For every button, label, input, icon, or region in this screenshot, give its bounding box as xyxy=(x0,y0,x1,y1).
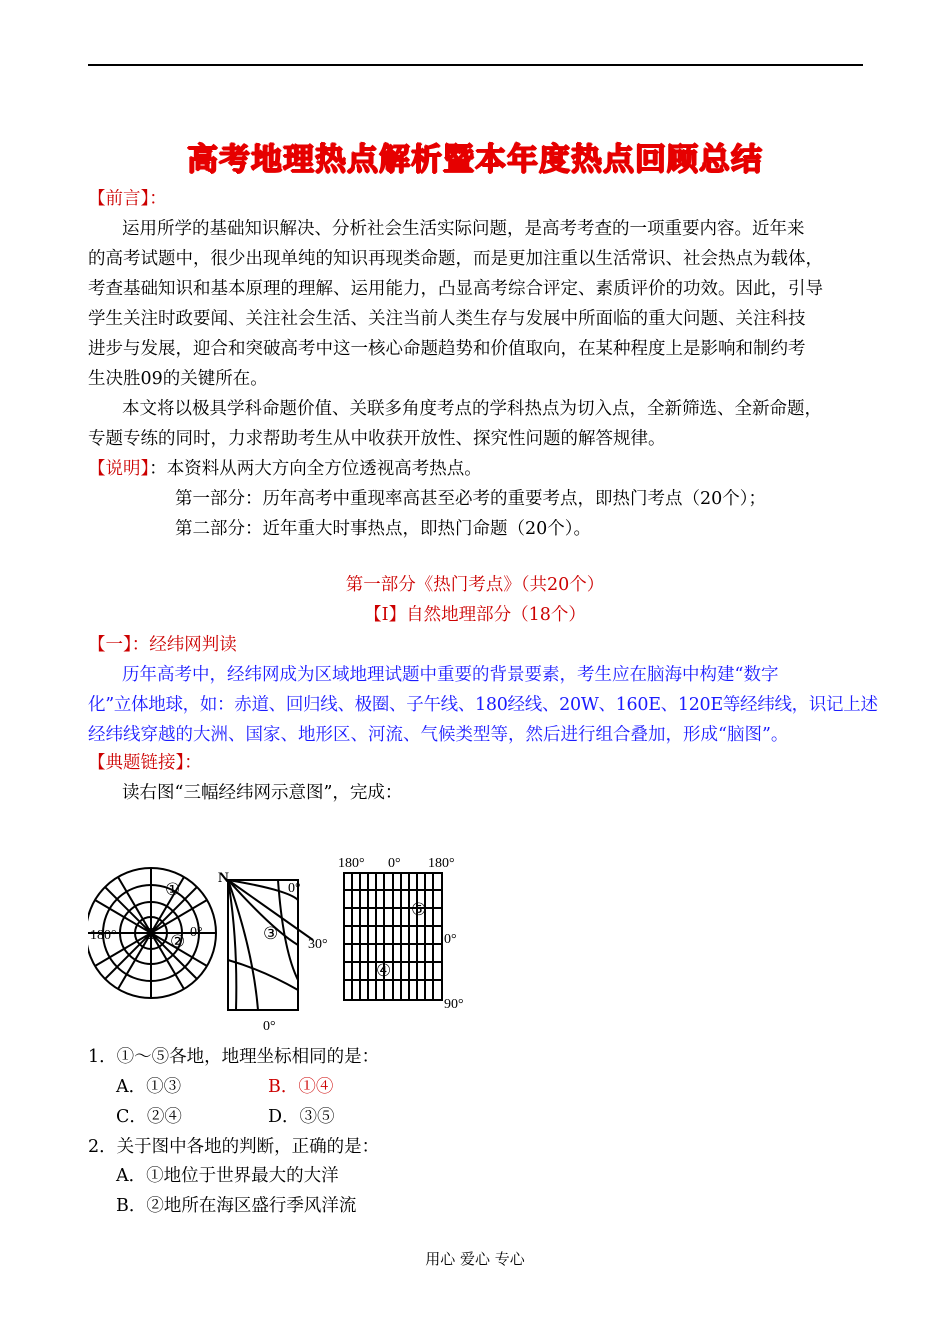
question-2-stem: 2．关于图中各地的判断，正确的是： xyxy=(88,1137,380,1157)
note-text: ：本资料从两大方向全方位透视高考热点。 xyxy=(149,459,482,479)
question-1-option-a: A．①③ xyxy=(116,1077,182,1097)
preface-tag: 【前言】： xyxy=(88,189,167,209)
question-1-stem: 1．①～⑤各地，地理坐标相同的是： xyxy=(88,1047,380,1067)
header-rule xyxy=(88,64,863,66)
question-2-option-b: B．②地所在海区盛行季风洋流 xyxy=(116,1196,357,1216)
preface-p2-line-2: 专题专练的同时，力求帮助考生从中收获开放性、探究性问题的解答规律。 xyxy=(88,429,666,449)
question-2-option-a: A．①地位于世界最大的大洋 xyxy=(116,1166,339,1186)
map-2-corner-label: N xyxy=(218,870,229,886)
preface-line-2: 的高考试题中，很少出现单纯的知识再现类命题，而是更加注重以生活常识、社会热点为载体， xyxy=(88,249,823,269)
map-1-right-label: 0° xyxy=(190,925,203,940)
note-tag: 【说明】 xyxy=(88,459,150,479)
page-footer: 用心 爱心 专心 xyxy=(425,1250,525,1268)
preface-line-6: 生决胜09的关键所在。 xyxy=(88,369,268,389)
map-3-bottom-label: 90° xyxy=(444,997,464,1012)
topic-tag: 【一】：经纬网判读 xyxy=(88,635,237,655)
map-2-point-3: ③ xyxy=(263,924,279,943)
topic-line-1: 历年高考中，经纬网成为区域地理试题中重要的背景要素，考生应在脑海中构建“数字 xyxy=(122,665,779,685)
map-3-grid xyxy=(344,873,442,1000)
map-2-top-label: 0° xyxy=(288,881,301,896)
preface-line-4: 学生关注时政要闻、关注社会生活、关注当前人类生存与发展中所面临的重大问题、关注科技 xyxy=(88,309,806,329)
question-1-option-b: B．①④ xyxy=(268,1077,334,1097)
preface-line-5: 进步与发展，迎合和突破高考中这一核心命题趋势和价值取向，在某种程度上是影响和制约考 xyxy=(88,339,806,359)
topic-line-3: 经纬线穿越的大洲、国家、地形区、河流、气候类型等，然后进行组合叠加，形成“脑图”。 xyxy=(88,725,789,745)
map-1-left-label: 180° xyxy=(90,928,117,943)
map-3-top-mid-label: 0° xyxy=(388,856,401,871)
question-1-option-d: D．③⑤ xyxy=(268,1107,335,1127)
map-1-point-1: ① xyxy=(165,880,181,899)
note-part-2: 第二部分：近年重大时事热点，即热门命题（20个）。 xyxy=(175,519,592,539)
map-1-point-2: ② xyxy=(170,932,186,951)
example-intro: 读右图“三幅经纬网示意图”，完成： xyxy=(122,783,403,803)
preface-line-1: 运用所学的基础知识解决、分析社会生活实际问题，是高考考查的一项重要内容。近年来 xyxy=(122,219,805,239)
map-1-pole: S xyxy=(146,924,156,943)
section-subheading: 【Ⅰ】自然地理部分（18个） xyxy=(364,605,586,625)
map-2-bottom-label: 0° xyxy=(263,1019,276,1034)
map-3-top-left-label: 180° xyxy=(338,856,365,871)
graticule-figure xyxy=(88,840,468,1035)
map-2-curved xyxy=(228,880,313,1010)
document-title: 高考地理热点解析暨本年度热点回顾总结 xyxy=(187,142,763,178)
map-3-top-right-label: 180° xyxy=(428,856,455,871)
question-1-option-c: C．②④ xyxy=(116,1107,182,1127)
example-tag: 【典题链接】： xyxy=(88,753,202,773)
note-line xyxy=(88,459,482,479)
map-3-point-4: ④ xyxy=(376,961,392,980)
note-part-1: 第一部分：历年高考中重现率高甚至必考的重要考点，即热门考点（20个）； xyxy=(175,489,767,509)
section-heading: 第一部分《热门考点》（共20个） xyxy=(345,575,605,595)
preface-p2-line-1: 本文将以极具学科命题价值、关联多角度考点的学科热点为切入点，全新筛选、全新命题， xyxy=(122,399,822,419)
preface-line-3: 考查基础知识和基本原理的理解、运用能力，凸显高考综合评定、素质评价的功效。因此，引导 xyxy=(88,279,823,299)
map-3-point-5: ⑤ xyxy=(411,900,427,919)
map-3-mid-label: 0° xyxy=(444,932,457,947)
topic-line-2: 化”立体地球，如：赤道、回归线、极圈、子午线、180经线、20W、160E、120E等经纬线，识记上述 xyxy=(88,695,878,715)
map-2-right-label: 30° xyxy=(308,937,328,952)
